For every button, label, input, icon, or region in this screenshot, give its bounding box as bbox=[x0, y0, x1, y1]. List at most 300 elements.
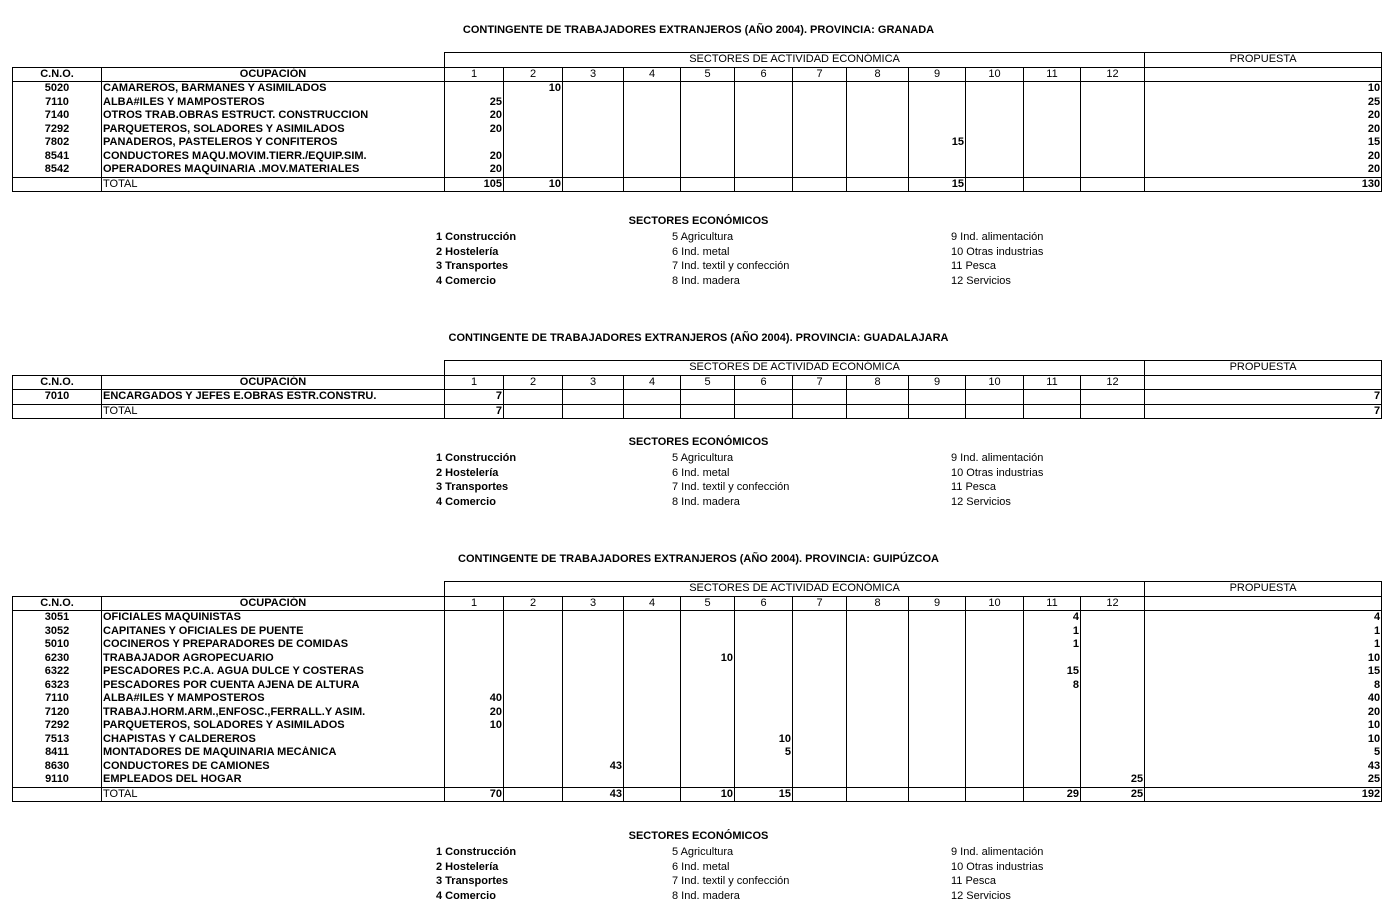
sector-value-cell bbox=[793, 136, 847, 150]
sector-value-cell bbox=[1081, 638, 1145, 652]
sector-value-cell bbox=[681, 773, 735, 787]
sector-value-cell: 8 bbox=[1024, 679, 1081, 693]
sector-value-cell bbox=[1081, 404, 1145, 419]
legend-item: 11 Pesca bbox=[951, 260, 997, 272]
ocupacion-cell: CHAPISTAS Y CALDEREROS bbox=[102, 733, 445, 747]
sector-value-cell: 15 bbox=[909, 136, 966, 150]
propuesta-cell: 130 bbox=[1145, 177, 1382, 192]
sector-value-cell bbox=[504, 638, 563, 652]
sector-number-header: 9 bbox=[909, 67, 966, 82]
legend-item: 10 Otras industrias bbox=[951, 466, 1044, 479]
ocupacion-cell: PARQUETEROS, SOLADORES Y ASIMILADOS bbox=[102, 123, 445, 137]
sector-number-header: 1 bbox=[445, 375, 504, 390]
sector-value-cell bbox=[735, 136, 793, 150]
sector-value-cell: 20 bbox=[445, 163, 504, 177]
legend-item: 8 Ind. madera bbox=[672, 889, 740, 902]
ocupacion-cell: PANADEROS, PASTELEROS Y CONFITEROS bbox=[102, 136, 445, 150]
sector-value-cell bbox=[504, 746, 563, 760]
sector-value-cell bbox=[681, 638, 735, 652]
sector-value-cell bbox=[1024, 163, 1081, 177]
sector-value-cell bbox=[909, 82, 966, 96]
legend-item: 9 Ind. alimentación bbox=[951, 231, 1044, 243]
sector-value-cell bbox=[624, 136, 681, 150]
sector-value-cell bbox=[1081, 123, 1145, 137]
sector-value-cell bbox=[563, 625, 624, 639]
sector-value-cell bbox=[909, 773, 966, 787]
legend-column bbox=[436, 230, 516, 288]
sector-value-cell bbox=[735, 665, 793, 679]
sector-value-cell bbox=[445, 136, 504, 150]
propuesta-cell: 20 bbox=[1145, 123, 1382, 137]
sector-value-cell bbox=[847, 665, 909, 679]
sector-value-cell bbox=[966, 136, 1024, 150]
sector-value-cell bbox=[966, 692, 1024, 706]
sector-value-cell bbox=[909, 390, 966, 405]
table-row bbox=[13, 692, 1382, 706]
sector-value-cell bbox=[1081, 150, 1145, 164]
sector-value-cell: 25 bbox=[1081, 773, 1145, 787]
sector-number-header: 8 bbox=[847, 596, 909, 611]
sector-number-header: 5 bbox=[681, 375, 735, 390]
sector-value-cell bbox=[735, 611, 793, 625]
sector-value-cell bbox=[624, 123, 681, 137]
legend-item: 1 Construcción bbox=[436, 846, 517, 858]
sector-value-cell: 5 bbox=[735, 746, 793, 760]
sector-value-cell bbox=[563, 679, 624, 693]
table-row bbox=[13, 611, 1382, 625]
propuesta-cell: 10 bbox=[1145, 82, 1382, 96]
sector-number-header: 4 bbox=[624, 375, 681, 390]
sector-value-cell: 7 bbox=[445, 404, 504, 419]
propuesta-cell: 5 bbox=[1145, 746, 1382, 760]
legend-item: 5 Agricultura bbox=[672, 846, 734, 858]
sector-value-cell bbox=[563, 82, 624, 96]
ocupacion-cell: TRABAJ.HORM.ARM.,ENFOSC.,FERRALL.Y ASIM. bbox=[102, 706, 445, 720]
sector-number-header: 12 bbox=[1081, 596, 1145, 611]
sector-value-cell bbox=[793, 82, 847, 96]
sector-value-cell bbox=[624, 96, 681, 110]
sector-value-cell bbox=[909, 625, 966, 639]
cno-cell: 8630 bbox=[13, 760, 102, 774]
table-row bbox=[13, 82, 1382, 96]
sector-value-cell bbox=[504, 96, 563, 110]
sector-value-cell bbox=[847, 760, 909, 774]
table-row bbox=[13, 760, 1382, 774]
legend-title: SECTORES ECONÓMICOS bbox=[628, 436, 769, 448]
sector-value-cell bbox=[681, 733, 735, 747]
propuesta-cell: 8 bbox=[1145, 679, 1382, 693]
propuesta-cell: 10 bbox=[1145, 733, 1382, 747]
ocupacion-cell: CONDUCTORES DE CAMIONES bbox=[102, 760, 445, 774]
sector-value-cell bbox=[793, 746, 847, 760]
legend-column bbox=[672, 845, 789, 903]
sector-number-header: 2 bbox=[504, 67, 563, 82]
sector-value-cell bbox=[909, 163, 966, 177]
sector-value-cell: 10 bbox=[681, 652, 735, 666]
sector-value-cell: 10 bbox=[445, 719, 504, 733]
sector-value-cell bbox=[1081, 82, 1145, 96]
cno-cell: 8541 bbox=[13, 150, 102, 164]
sector-value-cell bbox=[735, 109, 793, 123]
sector-value-cell bbox=[793, 773, 847, 787]
propuesta-cell: 15 bbox=[1145, 665, 1382, 679]
propuesta-header: PROPUESTA bbox=[1145, 53, 1382, 68]
propuesta-cell: 7 bbox=[1145, 390, 1382, 405]
sector-value-cell bbox=[909, 638, 966, 652]
cno-cell: 7120 bbox=[13, 706, 102, 720]
sector-value-cell bbox=[735, 773, 793, 787]
sector-value-cell bbox=[681, 150, 735, 164]
propuesta-cell: 25 bbox=[1145, 773, 1382, 787]
sector-value-cell bbox=[793, 760, 847, 774]
sector-value-cell bbox=[624, 82, 681, 96]
sector-value-cell bbox=[847, 96, 909, 110]
sector-value-cell bbox=[681, 665, 735, 679]
sector-value-cell bbox=[966, 611, 1024, 625]
sector-value-cell bbox=[624, 638, 681, 652]
sector-value-cell bbox=[1081, 390, 1145, 405]
sector-value-cell bbox=[624, 652, 681, 666]
sector-value-cell bbox=[793, 163, 847, 177]
sector-value-cell bbox=[847, 163, 909, 177]
sector-value-cell: 10 bbox=[735, 733, 793, 747]
sector-value-cell: 20 bbox=[445, 706, 504, 720]
cno-cell: 7140 bbox=[13, 109, 102, 123]
ocupacion-cell: OTROS TRAB.OBRAS ESTRUCT. CONSTRUCCION bbox=[102, 109, 445, 123]
sector-value-cell bbox=[966, 733, 1024, 747]
sector-value-cell bbox=[504, 787, 563, 802]
table-row bbox=[13, 625, 1382, 639]
ocupacion-cell: MONTADORES DE MAQUINARIA MECÁNICA bbox=[102, 746, 445, 760]
sector-value-cell bbox=[504, 611, 563, 625]
sector-value-cell bbox=[966, 638, 1024, 652]
cno-cell: 7010 bbox=[13, 390, 102, 405]
legend-item: 12 Servicios bbox=[951, 274, 1011, 287]
propuesta-cell: 7 bbox=[1145, 404, 1382, 419]
cno-cell: 9110 bbox=[13, 773, 102, 787]
sector-value-cell bbox=[847, 652, 909, 666]
sector-value-cell bbox=[966, 679, 1024, 693]
sector-value-cell: 15 bbox=[735, 787, 793, 802]
sector-value-cell bbox=[1081, 96, 1145, 110]
sector-value-cell bbox=[847, 638, 909, 652]
sector-value-cell bbox=[735, 679, 793, 693]
sector-value-cell bbox=[735, 692, 793, 706]
sector-value-cell bbox=[445, 679, 504, 693]
sector-value-cell bbox=[966, 82, 1024, 96]
propuesta-header: PROPUESTA bbox=[1145, 361, 1382, 376]
ocupacion-cell: PARQUETEROS, SOLADORES Y ASIMILADOS bbox=[102, 719, 445, 733]
legend-item: 2 Hostelería bbox=[436, 860, 499, 873]
table-row bbox=[13, 773, 1382, 787]
sectors-header: SECTORES DE ACTIVIDAD ECONÓMICA bbox=[445, 582, 1145, 597]
legend-column bbox=[436, 451, 516, 509]
sector-value-cell bbox=[1081, 733, 1145, 747]
sector-value-cell bbox=[445, 625, 504, 639]
table-row bbox=[13, 706, 1382, 720]
sector-value-cell bbox=[445, 746, 504, 760]
sector-value-cell: 43 bbox=[563, 760, 624, 774]
table-row bbox=[13, 96, 1382, 110]
ocupacion-cell: OPERADORES MAQUINARIA .MOV.MATERIALES bbox=[102, 163, 445, 177]
sector-value-cell bbox=[445, 82, 504, 96]
sector-value-cell bbox=[909, 692, 966, 706]
table-row bbox=[13, 679, 1382, 693]
sector-number-header: 7 bbox=[793, 375, 847, 390]
table-row bbox=[13, 136, 1382, 150]
header-row-columns bbox=[13, 375, 1382, 390]
sector-number-header: 7 bbox=[793, 67, 847, 82]
sector-value-cell bbox=[1024, 123, 1081, 137]
sector-value-cell bbox=[445, 611, 504, 625]
sector-value-cell bbox=[681, 390, 735, 405]
sector-value-cell bbox=[563, 163, 624, 177]
cno-cell: 7292 bbox=[13, 123, 102, 137]
sector-value-cell bbox=[624, 150, 681, 164]
sector-value-cell bbox=[966, 706, 1024, 720]
sector-value-cell bbox=[847, 719, 909, 733]
sector-value-cell bbox=[504, 123, 563, 137]
sector-value-cell bbox=[681, 611, 735, 625]
propuesta-cell: 192 bbox=[1145, 787, 1382, 802]
sector-value-cell: 15 bbox=[909, 177, 966, 192]
ocupacion-header: OCUPACIÓN bbox=[102, 67, 445, 82]
propuesta-cell: 25 bbox=[1145, 96, 1382, 110]
sector-value-cell bbox=[504, 733, 563, 747]
section-title: CONTINGENTE DE TRABAJADORES EXTRANJEROS (AÑO 2004). PROVINCIA: GUADALAJARA bbox=[448, 332, 949, 344]
sector-value-cell bbox=[563, 665, 624, 679]
sector-value-cell bbox=[735, 163, 793, 177]
sector-value-cell bbox=[1024, 719, 1081, 733]
legend-title: SECTORES ECONÓMICOS bbox=[628, 830, 769, 842]
sector-value-cell bbox=[847, 123, 909, 137]
sector-value-cell bbox=[445, 652, 504, 666]
sector-value-cell bbox=[847, 150, 909, 164]
cno-cell: 7513 bbox=[13, 733, 102, 747]
sector-value-cell bbox=[681, 679, 735, 693]
cno-cell bbox=[13, 404, 102, 419]
sector-value-cell bbox=[504, 109, 563, 123]
sector-value-cell bbox=[909, 787, 966, 802]
sector-value-cell bbox=[563, 652, 624, 666]
sector-value-cell: 43 bbox=[563, 787, 624, 802]
cno-cell: 6230 bbox=[13, 652, 102, 666]
propuesta-header: PROPUESTA bbox=[1145, 582, 1382, 597]
sector-value-cell bbox=[1024, 96, 1081, 110]
legend-item: 3 Transportes bbox=[436, 260, 509, 272]
sector-number-header: 7 bbox=[793, 596, 847, 611]
table-row bbox=[13, 719, 1382, 733]
sector-value-cell bbox=[504, 390, 563, 405]
sector-value-cell bbox=[445, 760, 504, 774]
cno-cell: 7292 bbox=[13, 719, 102, 733]
ocupacion-cell: PESCADORES P.C.A. AGUA DULCE Y COSTERAS bbox=[102, 665, 445, 679]
cno-cell: 5010 bbox=[13, 638, 102, 652]
legend-item: 1 Construcción bbox=[436, 452, 517, 464]
legend-item: 3 Transportes bbox=[436, 875, 509, 887]
sector-value-cell bbox=[735, 96, 793, 110]
sector-value-cell bbox=[1024, 652, 1081, 666]
sector-value-cell bbox=[681, 625, 735, 639]
legend-item: 5 Agricultura bbox=[672, 452, 734, 464]
sector-value-cell bbox=[504, 136, 563, 150]
sector-value-cell bbox=[563, 773, 624, 787]
legend-item: 6 Ind. metal bbox=[672, 466, 730, 479]
sector-value-cell bbox=[624, 692, 681, 706]
sector-value-cell bbox=[563, 404, 624, 419]
sector-value-cell bbox=[445, 665, 504, 679]
propuesta-cell: 10 bbox=[1145, 719, 1382, 733]
sector-value-cell bbox=[504, 773, 563, 787]
sector-value-cell bbox=[909, 150, 966, 164]
sector-value-cell bbox=[563, 150, 624, 164]
sector-value-cell bbox=[793, 692, 847, 706]
sector-value-cell bbox=[793, 787, 847, 802]
legend-item: 5 Agricultura bbox=[672, 231, 734, 243]
sector-value-cell bbox=[793, 96, 847, 110]
header-row-sectors bbox=[13, 361, 1382, 376]
sector-value-cell bbox=[504, 625, 563, 639]
ocupacion-header: OCUPACIÓN bbox=[102, 375, 445, 390]
sector-value-cell bbox=[681, 760, 735, 774]
sector-value-cell bbox=[966, 390, 1024, 405]
legend-item: 7 Ind. textil y confección bbox=[672, 260, 790, 272]
header-row-columns bbox=[13, 67, 1382, 82]
sectors-header: SECTORES DE ACTIVIDAD ECONÓMICA bbox=[445, 361, 1145, 376]
sector-value-cell bbox=[624, 611, 681, 625]
total-row bbox=[13, 404, 1382, 419]
sector-value-cell bbox=[847, 625, 909, 639]
sector-value-cell bbox=[847, 177, 909, 192]
sector-value-cell bbox=[504, 665, 563, 679]
sector-value-cell bbox=[1024, 773, 1081, 787]
sector-number-header: 11 bbox=[1024, 67, 1081, 82]
sector-value-cell bbox=[1081, 652, 1145, 666]
legend-item: 9 Ind. alimentación bbox=[951, 846, 1044, 858]
sector-value-cell bbox=[1024, 177, 1081, 192]
ocupacion-cell: COCINEROS Y PREPARADORES DE COMIDAS bbox=[102, 638, 445, 652]
sector-value-cell bbox=[504, 719, 563, 733]
sector-number-header: 4 bbox=[624, 67, 681, 82]
sector-value-cell bbox=[1081, 692, 1145, 706]
legend-item: 8 Ind. madera bbox=[672, 495, 740, 508]
legend-item: 10 Otras industrias bbox=[951, 245, 1044, 258]
sector-value-cell bbox=[966, 123, 1024, 137]
sector-number-header: 1 bbox=[445, 596, 504, 611]
legend-item: 4 Comercio bbox=[436, 495, 496, 508]
propuesta-cell: 40 bbox=[1145, 692, 1382, 706]
cno-cell: 3052 bbox=[13, 625, 102, 639]
sector-value-cell bbox=[504, 404, 563, 419]
ocupacion-cell: PESCADORES POR CUENTA AJENA DE ALTURA bbox=[102, 679, 445, 693]
sector-value-cell: 20 bbox=[445, 150, 504, 164]
sector-value-cell bbox=[1081, 625, 1145, 639]
sector-value-cell bbox=[624, 787, 681, 802]
sector-value-cell bbox=[681, 163, 735, 177]
sector-value-cell bbox=[793, 404, 847, 419]
sector-value-cell bbox=[624, 679, 681, 693]
sector-number-header: 1 bbox=[445, 67, 504, 82]
sector-value-cell bbox=[563, 719, 624, 733]
propuesta-cell: 20 bbox=[1145, 706, 1382, 720]
total-row bbox=[13, 177, 1382, 192]
sector-value-cell bbox=[966, 96, 1024, 110]
legend-item: 2 Hostelería bbox=[436, 245, 499, 258]
propuesta-subheader bbox=[1145, 375, 1382, 390]
sector-value-cell: 20 bbox=[445, 109, 504, 123]
sector-value-cell bbox=[909, 404, 966, 419]
sector-value-cell bbox=[1024, 692, 1081, 706]
sector-value-cell bbox=[624, 733, 681, 747]
sector-value-cell bbox=[681, 82, 735, 96]
sector-value-cell bbox=[1081, 611, 1145, 625]
ocupacion-cell: EMPLEADOS DEL HOGAR bbox=[102, 773, 445, 787]
legend-item: 2 Hostelería bbox=[436, 466, 499, 479]
sector-legend bbox=[0, 215, 1397, 285]
sector-value-cell bbox=[909, 746, 966, 760]
ocupacion-cell: CAMAREROS, BARMANES Y ASIMILADOS bbox=[102, 82, 445, 96]
sector-value-cell bbox=[1081, 679, 1145, 693]
sector-value-cell bbox=[681, 746, 735, 760]
sector-value-cell bbox=[681, 96, 735, 110]
sector-value-cell bbox=[504, 652, 563, 666]
sector-value-cell bbox=[909, 96, 966, 110]
sector-value-cell bbox=[1024, 82, 1081, 96]
total-row bbox=[13, 787, 1382, 802]
ocupacion-cell: OFICIALES MAQUINISTAS bbox=[102, 611, 445, 625]
sector-value-cell bbox=[624, 760, 681, 774]
cno-cell: 5020 bbox=[13, 82, 102, 96]
sector-number-header: 10 bbox=[966, 67, 1024, 82]
sector-value-cell bbox=[563, 692, 624, 706]
sector-number-header: 3 bbox=[563, 67, 624, 82]
sector-value-cell bbox=[735, 719, 793, 733]
sector-value-cell bbox=[563, 706, 624, 720]
sector-value-cell bbox=[793, 652, 847, 666]
sector-value-cell bbox=[624, 706, 681, 720]
sector-value-cell bbox=[966, 150, 1024, 164]
sector-value-cell bbox=[847, 773, 909, 787]
sector-value-cell bbox=[847, 390, 909, 405]
sector-value-cell bbox=[735, 625, 793, 639]
cno-cell: 7110 bbox=[13, 96, 102, 110]
table-row bbox=[13, 390, 1382, 405]
legend-column bbox=[951, 451, 1043, 509]
sector-value-cell: 15 bbox=[1024, 665, 1081, 679]
sector-value-cell bbox=[793, 150, 847, 164]
sector-value-cell bbox=[847, 706, 909, 720]
sector-value-cell bbox=[1081, 163, 1145, 177]
sector-number-header: 2 bbox=[504, 375, 563, 390]
sector-value-cell bbox=[624, 163, 681, 177]
legend-column bbox=[672, 451, 789, 509]
total-label: TOTAL bbox=[102, 404, 445, 419]
ocupacion-cell: ALBA#ILES Y MAMPOSTEROS bbox=[102, 692, 445, 706]
ocupacion-cell: TRABAJADOR AGROPECUARIO bbox=[102, 652, 445, 666]
sector-value-cell bbox=[624, 177, 681, 192]
legend-column bbox=[951, 845, 1043, 903]
sector-value-cell bbox=[1081, 706, 1145, 720]
sector-value-cell bbox=[681, 136, 735, 150]
sector-value-cell bbox=[563, 746, 624, 760]
legend-item: 6 Ind. metal bbox=[672, 860, 730, 873]
cno-header: C.N.O. bbox=[13, 375, 102, 390]
sector-value-cell bbox=[563, 638, 624, 652]
legend-item: 4 Comercio bbox=[436, 889, 496, 902]
sector-value-cell: 29 bbox=[1024, 787, 1081, 802]
total-label: TOTAL bbox=[102, 177, 445, 192]
sector-value-cell bbox=[735, 706, 793, 720]
